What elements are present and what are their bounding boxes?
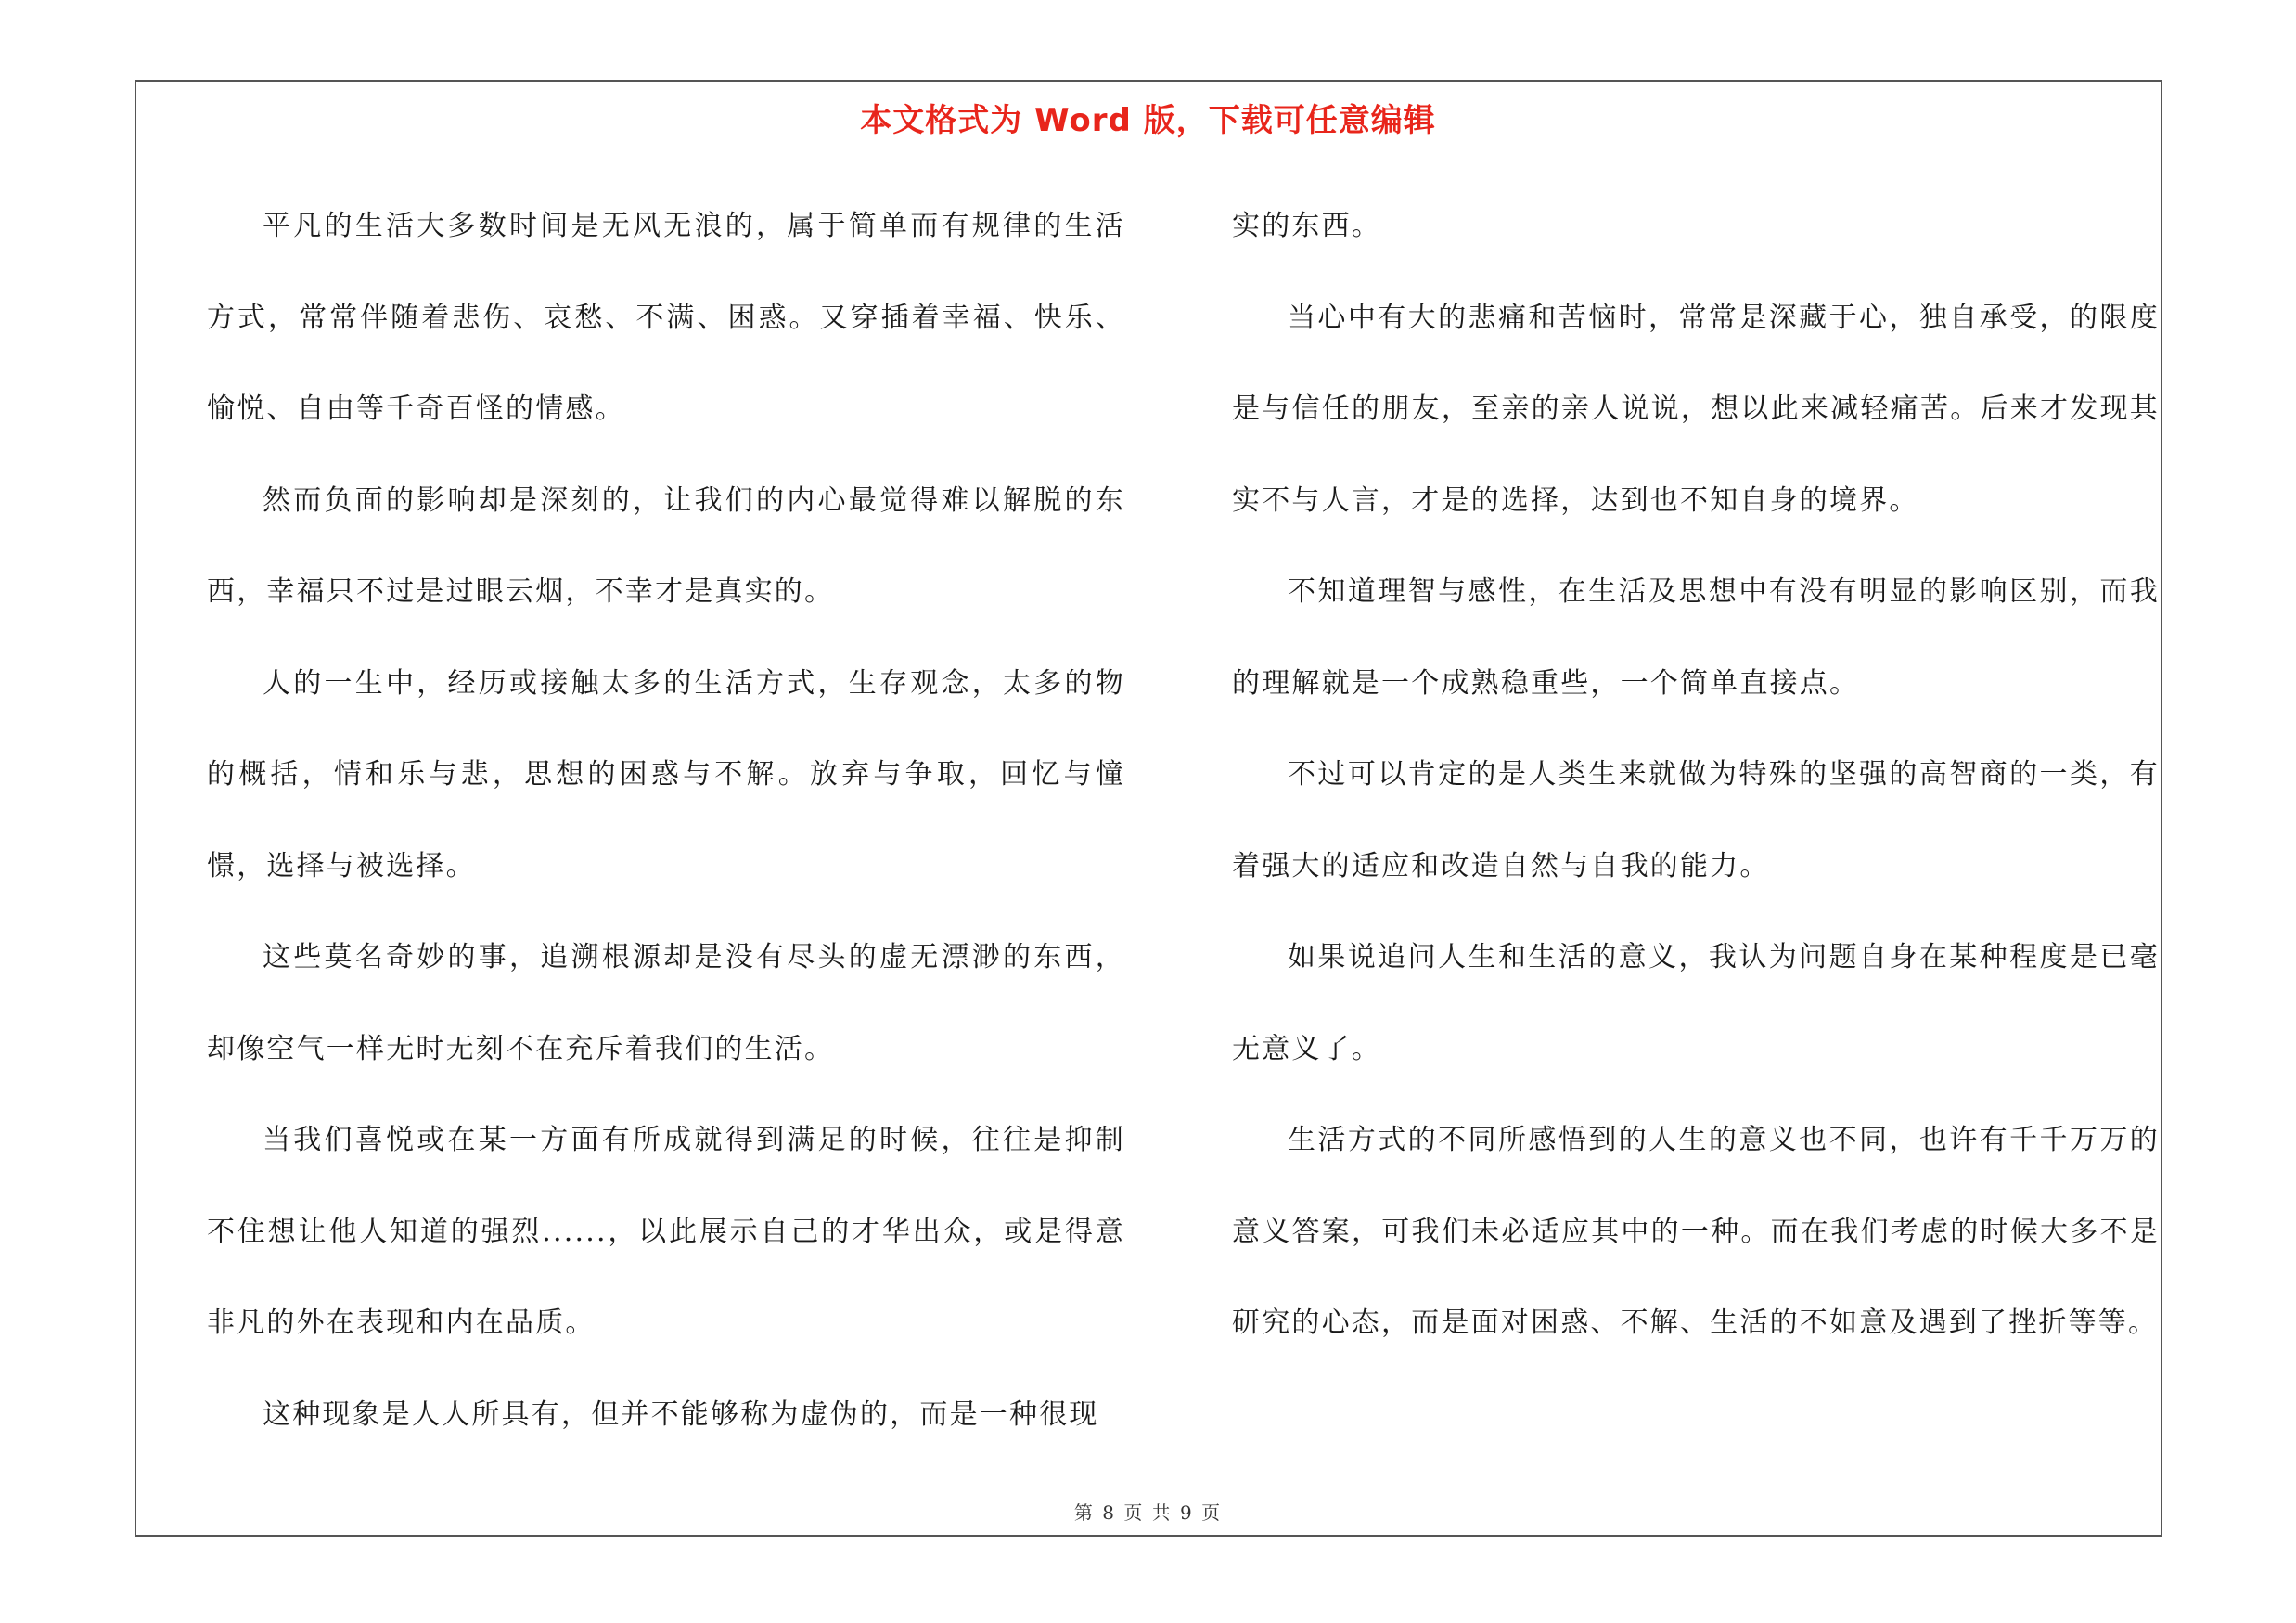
header-banner: 本文格式为 Word 版，下载可任意编辑 xyxy=(860,102,1436,139)
paragraph: 然而负面的影响却是深刻的，让我们的内心最觉得难以解脱的东西，幸福只不过是过眼云烟，不幸才是真实的。 xyxy=(207,483,1125,608)
paragraph: 人的一生中，经历或接触太多的生活方式，生存观念，太多的物的概括，情和乐与悲，思想的困惑与不解。放弃与争取，回忆与憧憬，选择与被选择。 xyxy=(207,666,1125,882)
paragraph: 不知道理智与感性，在生活及思想中有没有明显的影响区别，而我的理解就是一个成熟稳重些，一个简单直接点。 xyxy=(1232,575,2160,700)
paragraph-continuation: 实的东西。 xyxy=(1232,210,1381,242)
paragraph: 这些莫名奇妙的事，追溯根源却是没有尽头的虚无漂渺的东西，却像空气一样无时无刻不在充斥着我们的生活。 xyxy=(207,941,1125,1065)
paragraph: 当我们喜悦或在某一方面有所成就得到满足的时候，往往是抑制不住想让他人知道的强烈......，以此展示自己的才华出众，或是得意非凡的外在表现和内在品质。 xyxy=(207,1124,1125,1339)
paragraph: 当心中有大的悲痛和苦恼时，常常是深藏于心，独自承受，的限度是与信任的朋友，至亲的亲人说说，想以此来减轻痛苦。后来才发现其实不与人言，才是的选择，达到也不知自身的境界。 xyxy=(1232,301,2160,517)
paragraph: 平凡的生活大多数时间是无风无浪的，属于简单而有规律的生活方式，常常伴随着悲伤、哀愁、不满、困惑。又穿插着幸福、快乐、愉悦、自由等千奇百怪的情感。 xyxy=(207,210,1125,425)
left-column xyxy=(207,181,1125,1461)
page-number: 第 8 页 共 9 页 xyxy=(1073,1501,1223,1524)
paragraph: 这种现象是人人所具有，但并不能够称为虚伪的，而是一种很现 xyxy=(263,1398,1099,1431)
paragraph: 生活方式的不同所感悟到的人生的意义也不同，也许有千千万万的意义答案，可我们未必适应其中的一种。而在我们考虑的时候大多不是研究的心态，而是面对困惑、不解、生活的不如意及遇到了挫折等等。 xyxy=(1232,1124,2160,1339)
right-column xyxy=(1232,181,2160,1370)
paragraph: 如果说追问人生和生活的意义，我认为问题自身在某种程度是已毫无意义了。 xyxy=(1232,941,2160,1065)
paragraph: 不过可以肯定的是人类生来就做为特殊的坚强的高智商的一类，有着强大的适应和改造自然与自我的能力。 xyxy=(1232,758,2160,882)
